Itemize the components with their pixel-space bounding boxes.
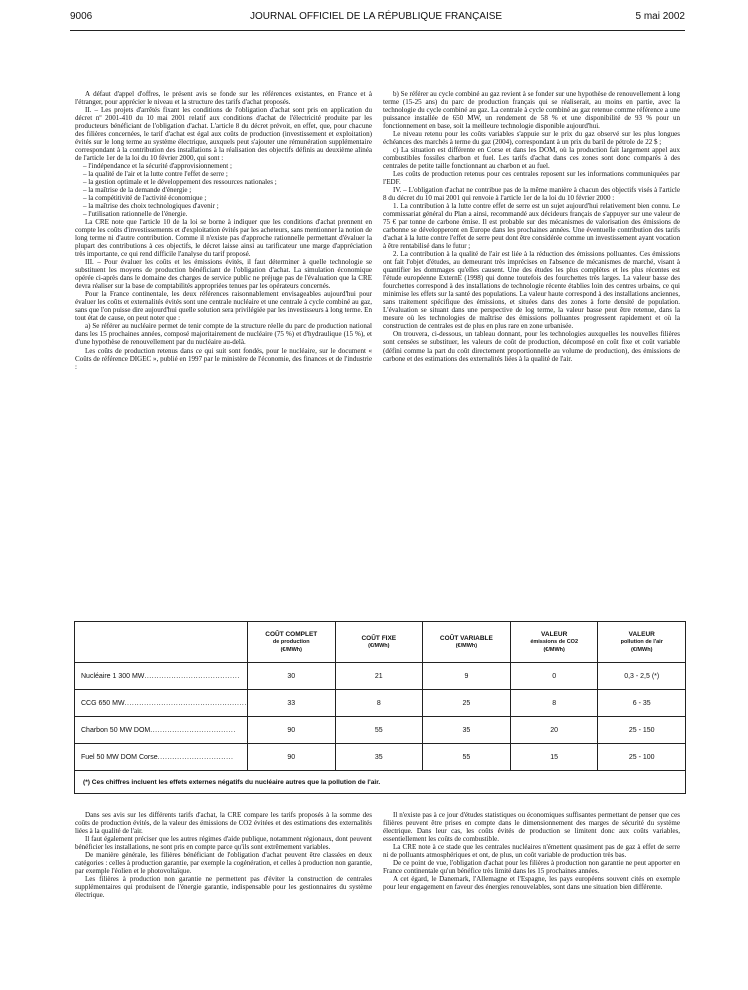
table-cell: 90 — [247, 744, 335, 771]
paragraph: Il n'existe pas à ce jour d'études statistiques ou économiques suffisantes permettant de penser que ces filières peuvent être prises en compte dans le dimensionnement des marges de sécurité du système électrique. Dans leur cas, les coûts évités de production se limitent donc aux coûts variables, essentiellement les coûts de combustible. — [383, 811, 680, 844]
list-item: – la maîtrise des choix technologiques d'avenir ; — [83, 202, 219, 211]
paragraph: Il faut également préciser que les autres régimes d'aide publique, notamment régionaux, dont peuvent bénéficier les installations, ne sont pris en compte parce qu'ils sont extrêmement variables. — [75, 835, 372, 852]
paragraph: Le niveau retenu pour les coûts variables s'appuie sur le prix du gaz observé sur les plus longues échéances des marchés à terme du gaz (2004), correspondant à un prix du baril de pétrole de 22 $ ; — [383, 130, 680, 147]
paragraph: II. – Les projets d'arrêtés fixant les conditions de l'obligation d'achat sont pris en application du décret nº 2001-410 du 10 mai 2001 relatif aux conditions d'achat de l'électricité produite par les producteurs bénéficiant de l'obligation d'achat. L'article 8 du décret prévoit, en effet, que, pour chacune des filières concernées, le tarif d'achat est égal aux coûts de production (investissement et exploitation) évités sur le long terme au système électrique, auxquels peut s'ajouter une rémunération supplémentaire correspondant à la contribution des installations à la réalisation des objectifs définis au deuxième alinéa de l'article 1er de la loi du 10 février 2000, qui sont : — [75, 106, 372, 163]
table-cell: 90 — [247, 717, 335, 744]
table-header: VALEUR pollution de l'air (€/MWh) — [598, 622, 686, 663]
list-item: – la compétitivité de l'activité économique ; — [83, 194, 207, 203]
table-header: COÛT FIXE (€/MWh) — [335, 622, 422, 663]
table-header-row — [75, 622, 686, 663]
paragraph: Les coûts de production retenus dans ce qui suit sont fondés, pour le nucléaire, sur le document « Coûts de référence DIGEC », publié en 1997 par le ministère de l'économie, des finances et de l'industrie : — [75, 346, 372, 371]
table-row — [75, 690, 686, 717]
row-label: Fuel 50 MW DOM Corse............................... — [75, 744, 248, 771]
paragraph: Les filières à production non garantie ne permettent pas d'éviter la construction de centrales supplémentaires qui produisent de l'énergie garantie, indispensable pour les gestionnaires du système électrique. — [75, 875, 372, 900]
table-cell: 35 — [422, 717, 510, 744]
page-header — [70, 8, 685, 31]
column-top-right — [383, 90, 680, 363]
table-cell: 8 — [510, 690, 598, 717]
paragraph: 1. La contribution à la lutte contre effet de serre est un sujet aujourd'hui relativement bien connu. Le commissariat général du Plan a ainsi, recommandé aux décideurs français de s'appuyer sur une valeur de 75 € par tonne de carbone émise. Il est probable sur des mécanismes de valorisation des émissions de carbonne se développeront en Europe dans les prochaines années. Une éventuelle contribution des tarifs d'achat à la lutte contre l'effet de serre peut dont être considérée comme un investissement ayant vocation à être rentabilisé dans le futur ; — [383, 202, 680, 251]
table-cell: 30 — [247, 663, 335, 690]
table-cell: 35 — [335, 744, 422, 771]
column-bottom-right — [383, 811, 680, 891]
table-cell: 0,3 - 2,5 (*) — [598, 663, 686, 690]
table-cell: 55 — [335, 717, 422, 744]
journal-title: JOURNAL OFFICIEL DE LA RÉPUBLIQUE FRANÇAISE — [250, 11, 503, 22]
table-cell: 20 — [510, 717, 598, 744]
paragraph: La CRE note que l'article 10 de la loi se borne à indiquer que les conditions d'achat prennent en compte les coûts d'investissements et d'exploitation évités par les acheteurs, sans mentionner la notion de long terme ni d'autre contribution. Comme il n'existe pas d'approche rationnelle permettant d'évaluer la plupart des contributions à ces objectifs, le décret laisse ainsi au tarificateur une marge d'appréciation très importante, ce qui rend difficile l'analyse du tarif proposé. — [75, 218, 372, 259]
paragraph: Pour la France continentale, les deux références raisonnablement envisageables aujourd'hui pour évaluer les coûts et externalités évités sont une centrale nucléaire et une centrale à cycle combiné au gaz, sans que l'on puisse dire aujourd'hui quelle solution sera privilégiée par les investisseurs à long terme. En tout état de cause, on peut noter que : — [75, 290, 372, 323]
paragraph: IV. – L'obligation d'achat ne contribue pas de la même manière à chacun des objectifs visés à l'article 8 du décret du 10 mai 2001 qui renvoie à l'article 1er de la loi du 10 février 2000 : — [383, 186, 680, 203]
table-cell: 9 — [422, 663, 510, 690]
column-bottom-left — [75, 811, 372, 899]
paragraph: III. – Pour évaluer les coûts et les émissions évités, il faut déterminer à quelle technologie se substituent les moyens de production bénéficiant de l'obligation d'achat. La simulation économique opérée ci-après dans le domaine des charges de service public ne préjuge pas de l'évaluation que la CRE devra réaliser sur la base de comptabilités appropriées tenues par les opérateurs concernés. — [75, 258, 372, 291]
paragraph: De ce point de vue, l'obligation d'achat pour les filières à production non garantie ne peut apporter en France continentale qu'un bénéfice très limité dans les 15 prochaines années. — [383, 859, 680, 876]
paragraph: A cet égard, le Danemark, l'Allemagne et l'Espagne, les pays européens souvent cités en exemple pour leur engagement en faveur des énergies renouvelables, sont dans une situation bien différente. — [383, 875, 680, 892]
table-cell: 55 — [422, 744, 510, 771]
paragraph: a) Se référer au nucléaire permet de tenir compte de la structure réelle du parc de production national dans les 15 prochaines années, composé majoritairement de nucléaire (75 %) et d'hydraulique (15 %), et d'une hypothèse de renouvellement par du nucléaire au-delà. — [75, 322, 372, 347]
paragraph: A défaut d'appel d'offres, le présent avis se fonde sur les références existantes, en France et à l'étranger, pour apprécier le niveau et la structure des tarifs d'achat proposés. — [75, 90, 372, 107]
row-label: Nucléaire 1 300 MW....................................... — [75, 663, 248, 690]
paragraph: De manière générale, les filières bénéficiant de l'obligation d'achat peuvent être classées en deux catégories : celles à production garantie, par exemple la cogénération, et celles à production non garantie, par exemple l'éolien et le photovoltaïque. — [75, 851, 373, 876]
row-label: Charbon 50 MW DOM................................... — [75, 717, 248, 744]
table-row — [75, 717, 686, 744]
table-header: VALEUR émissions de CO2 (€/MWh) — [510, 622, 598, 663]
paragraph: Les coûts de production retenus pour ces centrales reposent sur les informations communiquées par l'EDF. — [383, 170, 680, 187]
cost-table — [74, 621, 686, 794]
list-item: – la qualité de l'air et la lutte contre l'effet de serre ; — [83, 170, 228, 179]
table-cell: 25 — [422, 690, 510, 717]
table-note-row — [75, 771, 686, 794]
table-cell: 0 — [510, 663, 598, 690]
table-cell: 25 - 100 — [598, 744, 686, 771]
row-label: CCG 650 MW.................................................. — [75, 690, 248, 717]
table-cell: 33 — [247, 690, 335, 717]
table-footnote: (*) Ces chiffres incluent les effets externes négatifs du nucléaire autres que la pollution de l'air. — [75, 771, 686, 794]
paragraph: b) Se référer au cycle combiné au gaz revient à se fonder sur une hypothèse de renouvellement à long terme (15-25 ans) du parc de production français qui se réaliserait, au moins en partie, avec la technologie du cycle combiné au gaz. La centrale à cycle combiné au gaz retenue comme référence a une puissance installée de 650 MW, un rendement de 58 % et une disponibilité de 93 % pour un fonctionnement en base, soit la meilleure technologie disponible aujourd'hui. — [383, 90, 680, 131]
paragraph: Dans ses avis sur les différents tarifs d'achat, la CRE compare les tarifs proposés à la somme des coûts de production évités, de la valeur des émissions de CO2 évitées et des estimations des externalités liées à la qualité de l'air. — [75, 811, 372, 836]
table-header: COÛT COMPLET de production (€/MWh) — [247, 622, 335, 663]
table-cell: 15 — [510, 744, 598, 771]
paragraph: La CRE note à ce stade que les centrales nucléaires n'émettent quasiment pas de gaz à effet de serre ni de polluants atmosphériques et ont, de plus, un coût variable de production très bas. — [383, 843, 680, 860]
table-cell: 25 - 150 — [598, 717, 686, 744]
table-cell: 21 — [335, 663, 422, 690]
page-number: 9006 — [70, 11, 93, 22]
list-item: – la gestion optimale et le développement des ressources nationales ; — [83, 178, 277, 187]
paragraph: On trouvera, ci-dessous, un tableau donnant, pour les technologies auxquelles les nouvelles filières sont censées se substituer, les valeurs de coût de production, décomposé en coût fixe et coût variable (défini comme la part du coût directement proportionnelle au volume de production), des émissions de carbone et des estimations des externalités liées à la qualité de l'air. — [383, 330, 680, 363]
table-row — [75, 663, 686, 690]
paragraph: 2. La contribution à la qualité de l'air est liée à la réduction des émissions polluantes. Ces émissions ont fait l'objet d'études, au demeurant très imprécises en l'absence de mécanismes de marché, visant à quantifier les dommages qu'elles causent. Une des études les plus complètes et les plus récentes est l'étude européenne ExternE (1998) qui donne toutefois des fourchettes très larges. La valeur basse des fourchettes correspond à des installations de technologie récente établies loin des centres urbains, ce qui minimise les effets sur la santé des populations. La valeur haute correspond à des installations anciennes, sans traitement spécifique des émissions, et situées dans des zones à forte densité de population. L'évaluation se situant dans une perspective de log terme, la valeur basse peut être retenue, dans la mesure où les technologies de maîtrise des émissions polluantes progressent rapidement et où la construction de centrales est de plus en plus rare en zone urbanisée. — [383, 250, 680, 331]
list-item: – la maîtrise de la demande d'énergie ; — [83, 186, 192, 195]
table-header: COÛT VARIABLE (€/MWh) — [422, 622, 510, 663]
list-item: – l'indépendance et la sécurité d'approvisionnement ; — [83, 162, 232, 171]
column-top-left — [75, 90, 372, 371]
table-header-blank — [75, 622, 248, 663]
table-cell: 8 — [335, 690, 422, 717]
table-cell: 6 - 35 — [598, 690, 686, 717]
table-row — [75, 744, 686, 771]
list-item: – l'utilisation rationnelle de l'énergie. — [83, 210, 188, 219]
publication-date: 5 mai 2002 — [635, 11, 685, 22]
paragraph: c) La situation est différente en Corse et dans les DOM, où la production fait largement appel aux combustibles fossiles charbon et fuel. Les tarifs d'achat dans ces zones sont donc comparés à des centrales de petite taille fonctionnant au charbon et au fuel. — [383, 146, 680, 171]
